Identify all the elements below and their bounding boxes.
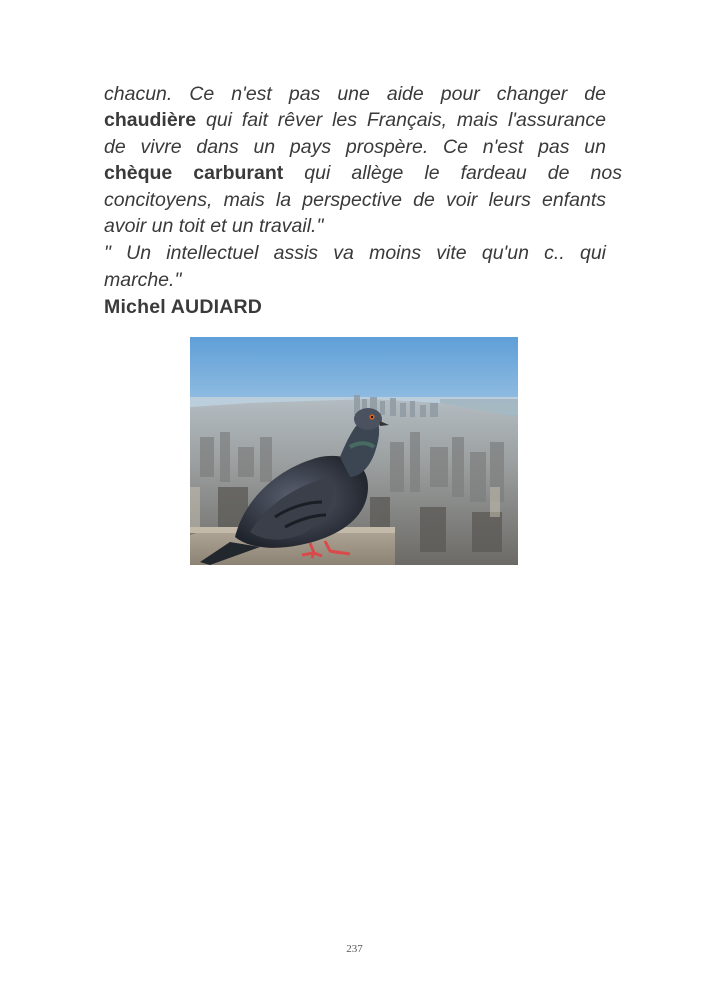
quote-author: Michel AUDIARD	[104, 296, 263, 318]
text-line-3: de vivre dans un pays prospère. Ce n'est pas un	[104, 136, 606, 158]
quote-line-2: marche."	[104, 269, 182, 291]
text-line-6: avoir un toit et un travail."	[104, 215, 324, 237]
text-line-5: concitoyens, mais la perspective de voir leurs enfants	[104, 189, 606, 211]
text-line-4	[104, 160, 622, 186]
page-number: 237	[346, 943, 363, 955]
text-line-2-rest: qui fait rêver les Français, mais l'assurance	[196, 109, 606, 131]
pigeon-city-photo	[190, 337, 518, 565]
text-line-4-rest: qui allège le fardeau de nos	[283, 162, 622, 184]
quote-line-1: " Un intellectuel assis va moins vite qu'un c.. qui	[104, 242, 606, 264]
text-line-2	[104, 107, 606, 133]
text-line-1: chacun. Ce n'est pas une aide pour changer de	[104, 83, 606, 105]
bold-cheque-carburant: chèque carburant	[104, 162, 284, 184]
bold-chaudiere: chaudière	[104, 109, 197, 131]
